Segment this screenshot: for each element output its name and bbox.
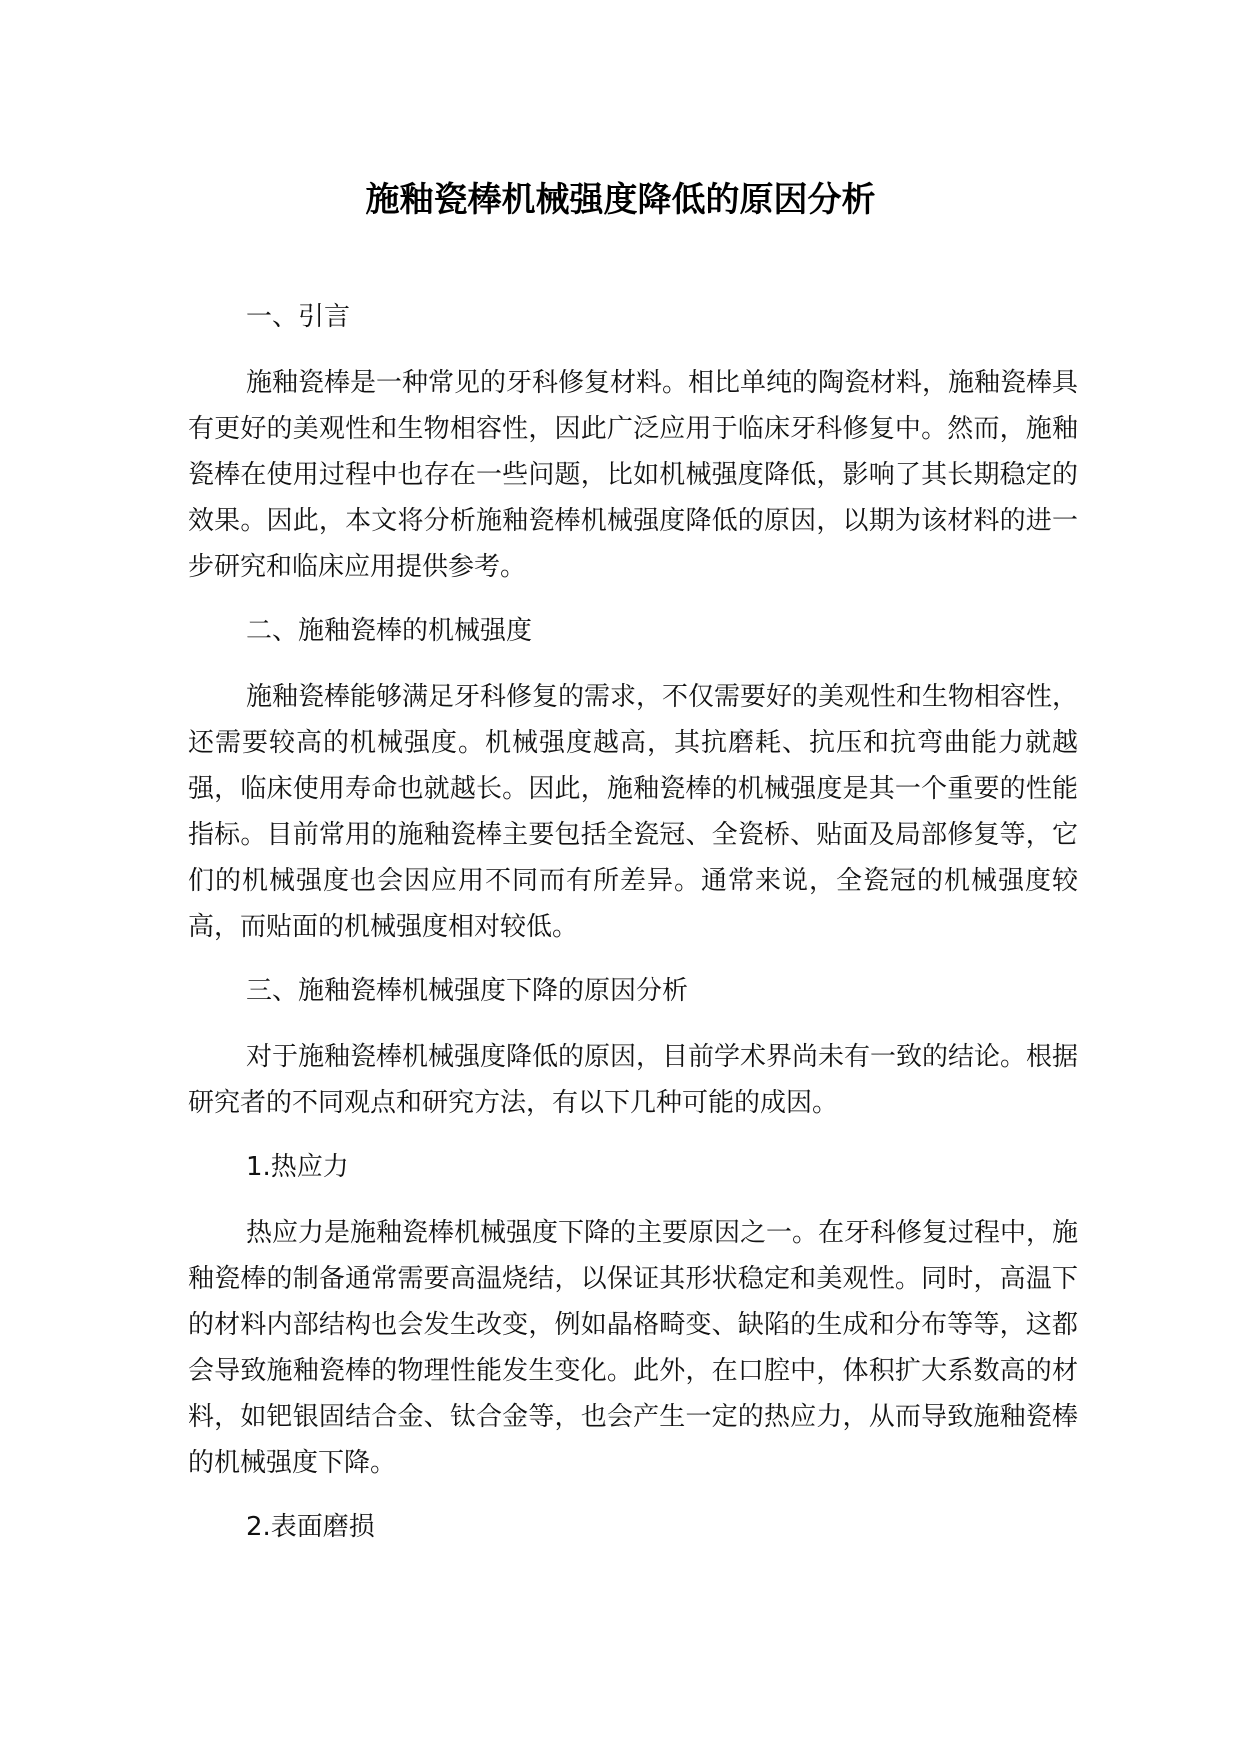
section-heading-introduction: 一、引言 bbox=[246, 302, 351, 332]
document-body bbox=[188, 294, 1078, 1570]
paragraph-mechanical-strength: 施釉瓷棒能够满足牙科修复的需求，不仅需要好的美观性和生物相容性，还需要较高的机械强度。机械强度越高，其抗磨耗、抗压和抗弯曲能力就越强，临床使用寿命也就越长。因此，施釉瓷棒的机械强度是其一个重要的性能指标。目前常用的施釉瓷棒主要包括全瓷冠、全瓷桥、贴面及局部修复等，它们的机械强度也会因应用不同而有所差异。通常来说，全瓷冠的机械强度较高，而贴面的机械强度相对较低。 bbox=[188, 682, 1079, 942]
section-heading-mechanical-strength: 二、施釉瓷棒的机械强度 bbox=[246, 616, 533, 646]
section-heading-cause-analysis: 三、施釉瓷棒机械强度下降的原因分析 bbox=[246, 976, 689, 1006]
subsection-heading-thermal-stress: 1.热应力 bbox=[246, 1152, 349, 1182]
subsection-heading-surface-wear: 2.表面磨损 bbox=[246, 1512, 375, 1542]
paragraph-thermal-stress: 热应力是施釉瓷棒机械强度下降的主要原因之一。在牙科修复过程中，施釉瓷棒的制备通常需要高温烧结，以保证其形状稳定和美观性。同时，高温下的材料内部结构也会发生改变，例如晶格畸变、缺陷的生成和分布等等，这都会导致施釉瓷棒的物理性能发生变化。此外，在口腔中，体积扩大系数高的材料，如钯银固结合金、钛合金等，也会产生一定的热应力，从而导致施釉瓷棒的机械强度下降。 bbox=[188, 1218, 1079, 1478]
document-title: 施釉瓷棒机械强度降低的原因分析 bbox=[365, 180, 876, 220]
paragraph-introduction: 施釉瓷棒是一种常见的牙科修复材料。相比单纯的陶瓷材料，施釉瓷棒具有更好的美观性和生物相容性，因此广泛应用于临床牙科修复中。然而，施釉瓷棒在使用过程中也存在一些问题，比如机械强度降低，影响了其长期稳定的效果。因此，本文将分析施釉瓷棒机械强度降低的原因，以期为该材料的进一步研究和临床应用提供参考。 bbox=[188, 368, 1079, 582]
paragraph-cause-analysis: 对于施釉瓷棒机械强度降低的原因，目前学术界尚未有一致的结论。根据研究者的不同观点和研究方法，有以下几种可能的成因。 bbox=[188, 1042, 1079, 1118]
